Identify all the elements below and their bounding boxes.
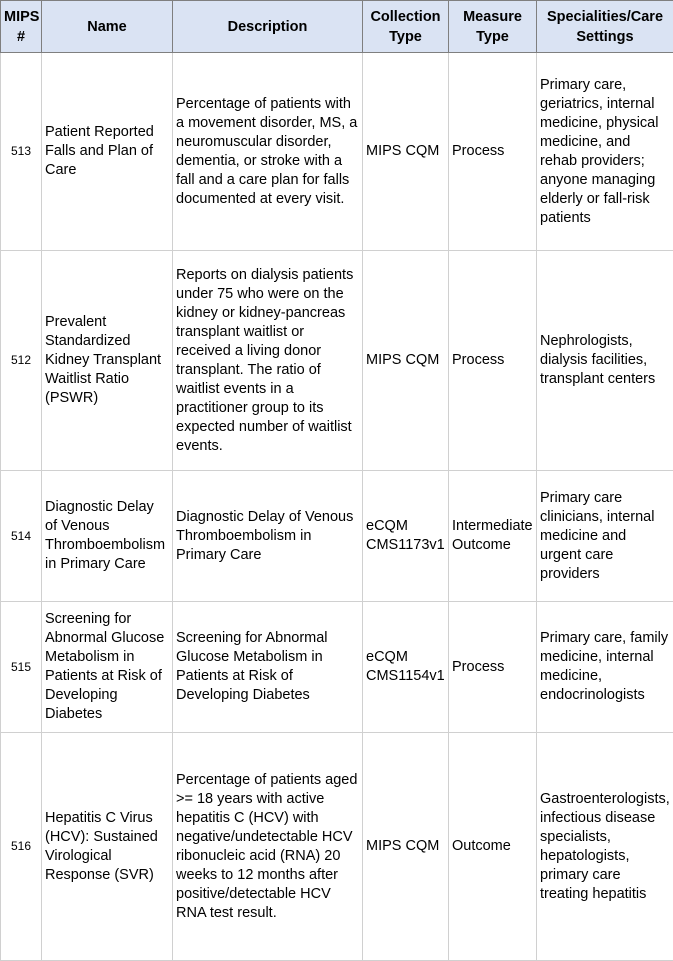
specialities-cell: Primary care, family medicine, internal medicine, endocrinologists (537, 602, 673, 733)
measure-type-cell: Outcome (449, 733, 537, 961)
name-cell: Screening for Abnormal Glucose Metabolism in Patients at Risk of Developing Diabetes (42, 602, 173, 733)
description-cell: Percentage of patients aged >= 18 years with active hepatitis C (HCV) with negative/undetectable HCV ribonucleic acid (RNA) 20 weeks to 12 months after positive/detectable HCV RNA test result. (173, 733, 363, 961)
table-row (1, 251, 673, 471)
measure-type-cell: Process (449, 53, 537, 251)
measure-type-cell: Intermediate Outcome (449, 471, 537, 602)
header-collection-type: Collection Type (363, 1, 449, 53)
mips-number-cell: 512 (1, 251, 42, 471)
description-cell: Reports on dialysis patients under 75 who were on the kidney or kidney-pancreas transplant waitlist or received a living donor transplant. The ratio of waitlist events in a practitioner group to its expected number of waitlist events. (173, 251, 363, 471)
table-row (1, 471, 673, 602)
collection-type-cell: MIPS CQM (363, 251, 449, 471)
measure-type-cell: Process (449, 602, 537, 733)
table-row (1, 53, 673, 251)
collection-type-cell: MIPS CQM (363, 53, 449, 251)
description-cell: Screening for Abnormal Glucose Metabolism in Patients at Risk of Developing Diabetes (173, 602, 363, 733)
header-specialities: Specialities/Care Settings (537, 1, 673, 53)
header-mips-number: MIPS # (1, 1, 42, 53)
specialities-cell: Primary care clinicians, internal medicine and urgent care providers (537, 471, 673, 602)
description-cell: Diagnostic Delay of Venous Thromboembolism in Primary Care (173, 471, 363, 602)
mips-number-cell: 513 (1, 53, 42, 251)
mips-number-cell: 515 (1, 602, 42, 733)
mips-number-cell: 516 (1, 733, 42, 961)
name-cell: Patient Reported Falls and Plan of Care (42, 53, 173, 251)
collection-type-cell: eCQM CMS1173v1 (363, 471, 449, 602)
header-description: Description (173, 1, 363, 53)
table-row (1, 602, 673, 733)
header-row (1, 1, 673, 53)
name-cell: Hepatitis C Virus (HCV): Sustained Virological Response (SVR) (42, 733, 173, 961)
mips-number-cell: 514 (1, 471, 42, 602)
table-row (1, 733, 673, 961)
collection-type-cell: eCQM CMS1154v1 (363, 602, 449, 733)
measure-type-cell: Process (449, 251, 537, 471)
header-name: Name (42, 1, 173, 53)
specialities-cell: Nephrologists, dialysis facilities, transplant centers (537, 251, 673, 471)
header-measure-type: Measure Type (449, 1, 537, 53)
description-cell: Percentage of patients with a movement disorder, MS, a neuromuscular disorder, dementia, or stroke with a fall and a care plan for falls documented at every visit. (173, 53, 363, 251)
specialities-cell: Gastroenterologists, infectious disease specialists, hepatologists, primary care treating hepatitis (537, 733, 673, 961)
name-cell: Prevalent Standardized Kidney Transplant Waitlist Ratio (PSWR) (42, 251, 173, 471)
specialities-cell: Primary care, geriatrics, internal medicine, physical medicine, and rehab providers; anyone managing elderly or fall-risk patients (537, 53, 673, 251)
name-cell: Diagnostic Delay of Venous Thromboembolism in Primary Care (42, 471, 173, 602)
collection-type-cell: MIPS CQM (363, 733, 449, 961)
